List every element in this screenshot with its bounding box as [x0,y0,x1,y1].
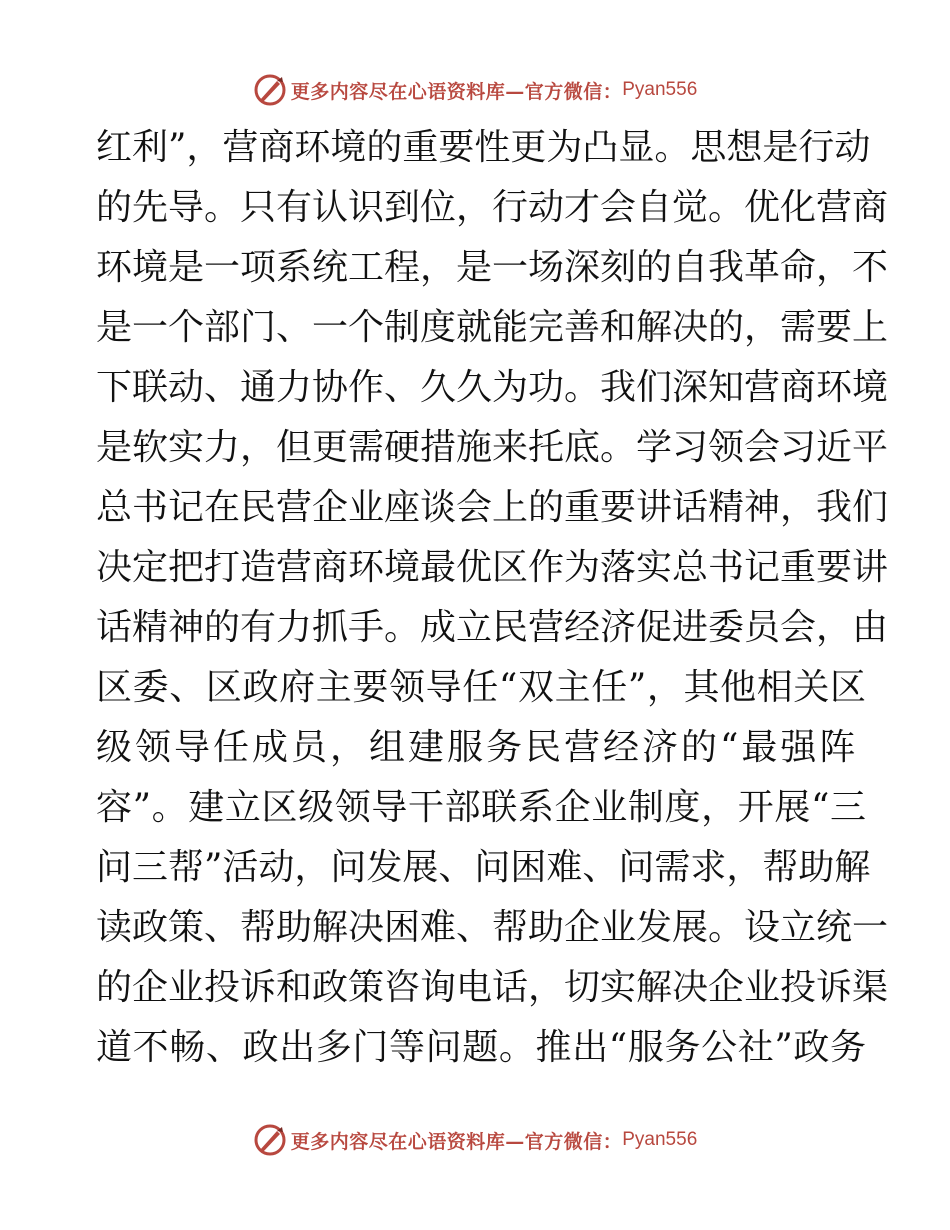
text-line: 容”。建立区级领导干部联系企业制度，开展“三 [96,787,866,828]
text-line: 问三帮”活动，问发展、问困难、问需求，帮助解 [96,847,871,888]
header-banner-contact: Pyan556 [622,79,698,100]
text-line: 的企业投诉和政策咨询电话，切实解决企业投诉渠 [96,967,889,1008]
text-line: 是软实力，但更需硬措施来托底。学习领会习近平 [96,427,889,468]
quill-logo-icon [253,73,287,107]
text-line: 决定把打造营商环境最优区作为落实总书记重要讲 [96,547,889,588]
text-line: 道不畅、政出多门等问题。推出“服务公社”政务 [96,1027,866,1068]
text-line: 区委、区政府主要领导任“双主任”，其他相关区 [96,667,866,708]
text-line: 是一个部门、一个制度就能完善和解决的，需要上 [96,307,889,348]
text-line: 总书记在民营企业座谈会上的重要讲话精神，我们 [96,487,889,528]
text-line: 下联动、通力协作、久久为功。我们深知营商环境 [96,367,889,408]
text-line: 级领导任成员，组建服务民营经济的“最强阵 [96,727,859,768]
header-banner-text: 更多内容尽在心语资料库—官方微信： [290,80,623,103]
text-line: 读政策、帮助解决困难、帮助企业发展。设立统一 [96,907,889,948]
quill-logo-icon [253,1123,287,1157]
footer-banner-text: 更多内容尽在心语资料库—官方微信： [290,1130,623,1153]
document-body [96,118,889,1078]
text-line: 环境是一项系统工程，是一场深刻的自我革命，不 [96,247,889,288]
text-line: 话精神的有力抓手。成立民营经济促进委员会，由 [96,607,889,648]
text-line: 的先导。只有认识到位，行动才会自觉。优化营商 [96,187,889,228]
header-banner [0,70,950,110]
footer-banner [0,1120,950,1160]
footer-banner-contact: Pyan556 [622,1129,698,1150]
text-line: 红利”，营商环境的重要性更为凸显。思想是行动 [96,127,871,168]
